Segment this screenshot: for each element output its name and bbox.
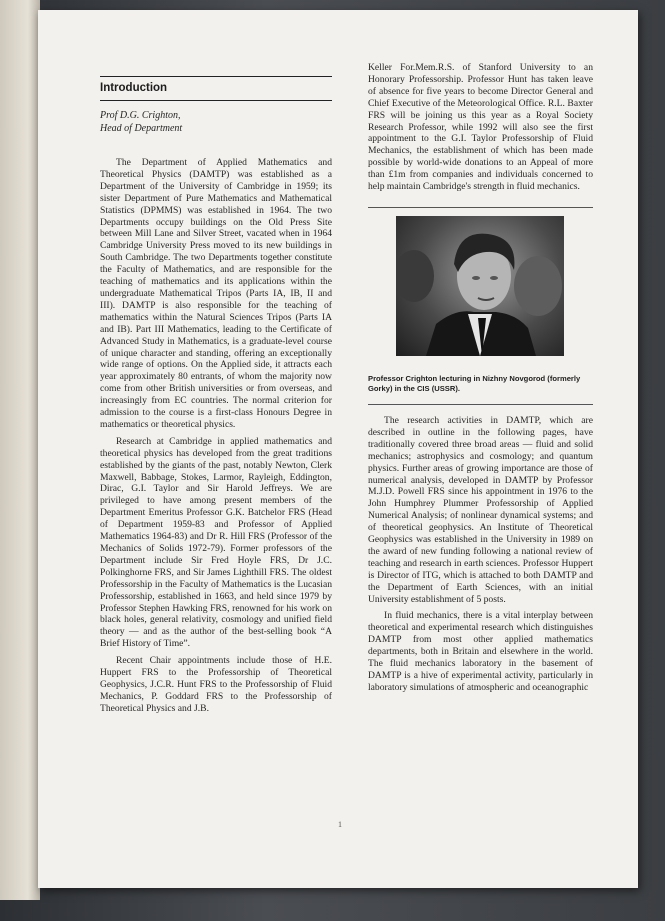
paragraph-4: The research activities in DAMTP, which are described in outline in the following pages, have traditionally covered three broad areas — fluid and solid mechanics; astrophysics and cosmology; and quantum physics. Further areas of growing importance are those of numerical analysis, developed in DAMTP by Professor M.J.D. Powell FRS since his appointment in 1976 to the John Humphrey Plummer Professorship of Applied Numerical Analysis; of nonlinear dynamical systems; and of theoretical geophysics. An Institute of Theoretical Geophysics was established in the University in 1989 on the award of new funding following a national review of teaching and research in earth sciences. Professor Huppert is Director of ITG, which is attached to both DAMTP and the Department of Earth Sciences, with an initial University establishment of 5 posts. bbox=[368, 414, 593, 605]
photo-professor-crighton bbox=[396, 216, 564, 356]
paragraph-continued: Keller For.Mem.R.S. of Stanford University to an Honorary Professorship. Professor Hunt has taken leave of absence for five years to become Director General and Chief Executive of the Meteorological Office. R.L. Baxter FRS will be joining us this year as a Royal Society Research Professor, while 1992 will also see the first appointment to the G.I. Taylor Professorship of Fluid Mechanics, the establishment of which has been made possible by world-wide donations to an Appeal of more than £1m from companies and individuals concerned to help maintain Cambridge's strength in fluid mechanics. bbox=[368, 62, 593, 193]
byline bbox=[100, 109, 332, 135]
paragraph-5: In fluid mechanics, there is a vital interplay between theoretical and experimental research which distinguishes DAMTP from most other applied mathematics departments, both in Britain and elsewhere in the world. The fluid mechanics laboratory in the basement of DAMTP is a hive of experimental activity, particularly in laboratory simulations of atmospheric and oceanographic bbox=[368, 610, 593, 693]
section-heading: Introduction bbox=[100, 82, 168, 94]
photo-illustration bbox=[396, 216, 564, 356]
byline-name: Prof D.G. Crighton, bbox=[100, 110, 181, 121]
photo-caption: Professor Crighton lecturing in Nizhny Novgorod (formerly Gorky) in the CIS (USSR). bbox=[368, 373, 581, 393]
byline-title: Head of Department bbox=[100, 123, 183, 134]
facing-page-edge bbox=[0, 0, 40, 900]
page-number: 1 bbox=[338, 820, 342, 829]
heading-top-rule bbox=[100, 76, 332, 77]
right-body bbox=[368, 415, 593, 694]
paragraph-1: The Department of Applied Mathematics and Theoretical Physics (DAMTP) was established as a Department of the University of Cambridge in 1959; its sister Department of Pure Mathematics and Mathematical Statistics (DPMMS) was established in 1964. The two Departments occupy buildings on the Old Press Site between Mill Lane and Silver Street, vacated when in 1964 Cambridge University Press moved to its new buildings in South Cambridge. The two Departments together constitute the Faculty of Mathematics, and are responsible for the teaching of mathematics and its applications within the undergraduate Mathematical Tripos (Parts IA, IB, II and III). DAMTP is also responsible for the teaching of mathematics within the Natural Sciences Tripos (Parts IA and IB). Part III Mathematics, leading to the Certificate of Advanced Study in Mathematics, is a graduate-level course of unique character and standing, offering an exceptionally wide range of options. On the Applied side, it attracts each year approximately 80 entrants, of whom the majority now come from other British universities or from overseas, and increasingly from EC countries. The normal criterion for admission to the course is a first-class Honours Degree in mathematics or theoretical physics. bbox=[100, 157, 332, 430]
left-column bbox=[100, 76, 332, 715]
document-page bbox=[38, 10, 638, 888]
right-column bbox=[368, 62, 593, 694]
caption-bottom-rule bbox=[368, 404, 593, 405]
paragraph-2: Research at Cambridge in applied mathematics and theoretical physics has developed from the great traditions established by the giants of the past, notably Newton, Clerk Maxwell, Babbage, Stokes, Larmor, Rayleigh, Eddington, Dirac, G.I. Taylor and Sir Harold Jeffreys. We are privileged to have among present members of the Department Emeritus Professor G.K. Batchelor FRS (Head of Department 1959-83 and Professor of Applied Mathematics 1964-83) and Dr R. Hill FRS (Professor of the Mechanics of Solids 1972-79). Former professors of the Department include Sir Fred Hoyle FRS, Dr J.C. Polkinghorne FRS, and Sir James Lighthill FRS. The oldest Professorship in the Faculty of Mathematics is the Lucasian Professorship, established in 1663, and held since 1979 by Professor Stephen Hawking FRS, renowned for his work on black holes, general relativity, cosmology and unified field theory — and as the author of the best-selling book “A Brief History of Time”. bbox=[100, 435, 332, 650]
heading-bottom-rule bbox=[100, 100, 332, 101]
paragraph-3: Recent Chair appointments include those of H.E. Huppert FRS to the Professorship of Theoretical Geophysics, J.C.R. Hunt FRS to the Professorship of Fluid Mechanics, P. Goddard FRS to the Professorship of Theoretical Physics and J.B. bbox=[100, 655, 332, 714]
photo-top-rule bbox=[368, 207, 593, 208]
